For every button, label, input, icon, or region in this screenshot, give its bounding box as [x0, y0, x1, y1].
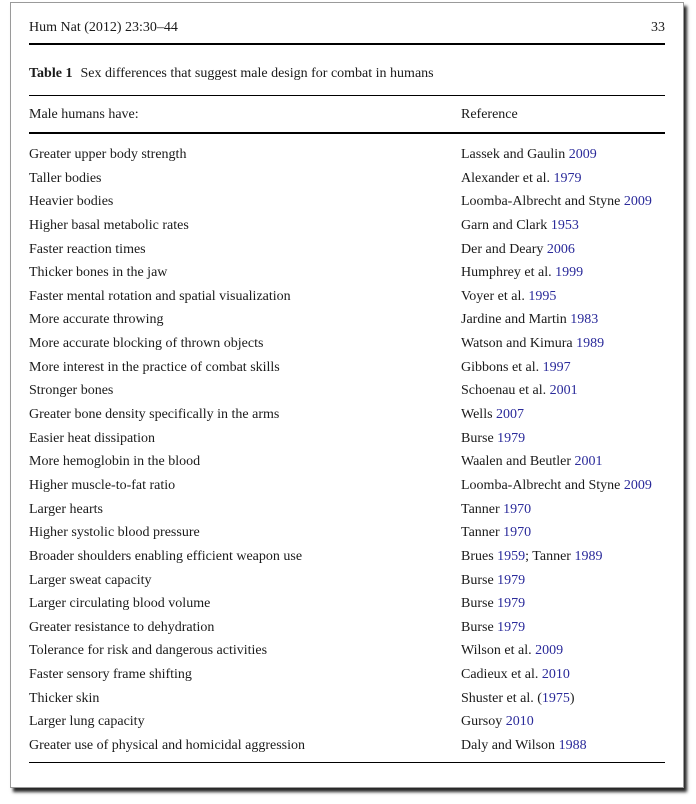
- table-header-rule: [29, 132, 665, 134]
- reference-author: Burse: [461, 619, 498, 635]
- reference-year-link[interactable]: 1975: [541, 690, 570, 706]
- reference-author: Tanner: [461, 525, 504, 541]
- reference-cell: [461, 545, 602, 569]
- reference-cell: [461, 261, 583, 285]
- reference-year-link[interactable]: 2006: [546, 241, 575, 257]
- reference-year-link[interactable]: 2009: [623, 477, 652, 493]
- trait-cell: More interest in the practice of combat skills: [29, 359, 280, 375]
- reference-author: Humphrey et al.: [461, 265, 556, 281]
- header-rule: [29, 43, 665, 45]
- reference-cell: [461, 403, 524, 427]
- trait-cell: Faster mental rotation and spatial visualization: [29, 288, 291, 304]
- reference-author: Wells: [461, 407, 497, 423]
- reference-author: Burse: [461, 430, 498, 446]
- table-top-rule: [29, 95, 665, 96]
- reference-cell: [461, 474, 652, 498]
- reference-cell: [461, 285, 556, 309]
- table-row: [29, 616, 665, 640]
- column-header-reference: Reference: [461, 107, 518, 122]
- reference-year-link[interactable]: 1989: [576, 336, 605, 352]
- trait-cell: Larger lung capacity: [29, 714, 145, 730]
- reference-author: Der and Deary: [461, 241, 547, 257]
- reference-year-link[interactable]: 2001: [549, 383, 578, 399]
- table-row: [29, 143, 665, 167]
- reference-author: Burse: [461, 572, 498, 588]
- reference-author: Wilson et al.: [461, 643, 536, 659]
- table-row: [29, 450, 665, 474]
- reference-year-link[interactable]: 1959: [497, 548, 526, 564]
- reference-author: Watson and Kimura: [461, 336, 577, 352]
- reference-cell: [461, 379, 578, 403]
- trait-cell: Greater use of physical and homicidal aggression: [29, 738, 306, 754]
- trait-cell: More accurate blocking of thrown objects: [29, 336, 264, 352]
- trait-cell: Greater upper body strength: [29, 147, 187, 162]
- reference-cell: [461, 214, 579, 238]
- table-row: [29, 710, 665, 734]
- trait-cell: Greater bone density specifically in the arms: [29, 407, 280, 423]
- trait-cell: Higher basal metabolic rates: [29, 217, 189, 233]
- trait-cell: Thicker bones in the jaw: [29, 265, 168, 281]
- reference-author: Gibbons et al.: [461, 359, 543, 375]
- reference-author: Gursoy: [461, 714, 506, 730]
- trait-cell: Larger hearts: [29, 501, 103, 517]
- reference-author: Voyer et al.: [461, 288, 529, 304]
- reference-cell: [461, 569, 525, 593]
- trait-cell: Broader shoulders enabling efficient weapon use: [29, 548, 303, 564]
- column-header-trait: Male humans have:: [29, 107, 139, 122]
- reference-year-link[interactable]: 1995: [528, 288, 557, 304]
- reference-year-link[interactable]: 2007: [496, 407, 525, 423]
- table-row: [29, 285, 665, 309]
- reference-cell: [461, 616, 525, 640]
- trait-cell: Thicker skin: [29, 690, 100, 706]
- table-row: [29, 639, 665, 663]
- reference-cell: [461, 190, 652, 214]
- page-number: 33: [651, 20, 665, 35]
- table-row: [29, 190, 665, 214]
- reference-year-link[interactable]: 1970: [503, 525, 532, 541]
- reference-cell: [461, 521, 531, 545]
- table-row: [29, 545, 665, 569]
- reference-author: ; Tanner: [525, 548, 575, 564]
- reference-year-link[interactable]: 1997: [542, 359, 571, 375]
- table-row: [29, 308, 665, 332]
- reference-author: Tanner: [461, 501, 504, 517]
- trait-cell: Higher systolic blood pressure: [29, 525, 200, 541]
- reference-year-link[interactable]: 1979: [497, 430, 526, 446]
- table-row: [29, 427, 665, 451]
- reference-year-link[interactable]: 2010: [505, 714, 534, 730]
- running-head: [29, 20, 665, 36]
- trait-cell: Larger circulating blood volume: [29, 596, 211, 612]
- trait-cell: Taller bodies: [29, 170, 102, 186]
- table-row: [29, 734, 665, 758]
- trait-cell: Stronger bones: [29, 383, 114, 399]
- reference-author: Lassek and Gaulin: [461, 147, 569, 162]
- table-row: [29, 663, 665, 687]
- document-page: [10, 2, 684, 788]
- reference-year-link[interactable]: 1979: [497, 572, 526, 588]
- reference-author: Shuster et al. (: [461, 690, 542, 706]
- reference-year-link[interactable]: 1989: [574, 548, 603, 564]
- reference-year-link[interactable]: 1979: [497, 619, 526, 635]
- reference-cell: [461, 710, 534, 734]
- table-row: [29, 569, 665, 593]
- table-row: [29, 356, 665, 380]
- reference-year-link[interactable]: 2010: [541, 667, 570, 683]
- reference-year-link[interactable]: 1953: [550, 217, 579, 233]
- reference-year-link[interactable]: 1979: [553, 170, 582, 186]
- reference-year-link[interactable]: 2009: [623, 194, 652, 210]
- reference-cell: [461, 143, 597, 167]
- table-row: [29, 167, 665, 191]
- trait-cell: Heavier bodies: [29, 194, 114, 210]
- reference-cell: [461, 639, 563, 663]
- reference-author: Cadieux et al.: [461, 667, 542, 683]
- reference-cell: [461, 450, 603, 474]
- reference-year-link[interactable]: 1983: [570, 312, 599, 328]
- reference-year-link[interactable]: 1988: [558, 738, 587, 754]
- reference-cell: [461, 592, 525, 616]
- reference-year-link[interactable]: 2009: [535, 643, 564, 659]
- reference-cell: [461, 687, 575, 711]
- trait-cell: Easier heat dissipation: [29, 430, 155, 446]
- reference-cell: [461, 238, 575, 262]
- table-caption: [29, 66, 434, 82]
- table-row: [29, 403, 665, 427]
- trait-cell: Larger sweat capacity: [29, 572, 152, 588]
- table-row: [29, 474, 665, 498]
- reference-cell: [461, 308, 598, 332]
- trait-cell: More accurate throwing: [29, 312, 164, 328]
- table-row: [29, 261, 665, 285]
- table-row: [29, 379, 665, 403]
- journal-citation: Hum Nat (2012) 23:30–44: [29, 20, 178, 35]
- trait-cell: Faster reaction times: [29, 241, 146, 257]
- table-row: [29, 687, 665, 711]
- trait-cell: Greater resistance to dehydration: [29, 619, 215, 635]
- reference-year-link[interactable]: 2009: [568, 147, 597, 162]
- reference-author: Waalen and Beutler: [461, 454, 575, 470]
- reference-author: Garn and Clark: [461, 217, 551, 233]
- table-label: Table 1: [29, 66, 73, 81]
- reference-cell: [461, 332, 604, 356]
- table-row: [29, 498, 665, 522]
- reference-cell: [461, 734, 587, 758]
- table-row: [29, 592, 665, 616]
- reference-cell: [461, 498, 531, 522]
- reference-author: Jardine and Martin: [461, 312, 571, 328]
- reference-author: Daly and Wilson: [461, 738, 559, 754]
- reference-author: ): [569, 690, 575, 706]
- reference-year-link[interactable]: 1979: [497, 596, 526, 612]
- trait-cell: Tolerance for risk and dangerous activities: [29, 643, 268, 659]
- reference-year-link[interactable]: 2001: [574, 454, 603, 470]
- table-row: [29, 214, 665, 238]
- reference-year-link[interactable]: 1970: [503, 501, 532, 517]
- table-row: [29, 332, 665, 356]
- reference-cell: [461, 663, 570, 687]
- reference-cell: [461, 427, 525, 451]
- reference-author: Schoenau et al.: [461, 383, 550, 399]
- table-bottom-rule: [29, 762, 665, 763]
- trait-cell: Faster sensory frame shifting: [29, 667, 192, 683]
- table-caption-text: Sex differences that suggest male design for combat in humans: [80, 66, 434, 81]
- table-row: [29, 521, 665, 545]
- table-body: [29, 143, 665, 758]
- reference-author: Loomba-Albrecht and Styne: [461, 477, 624, 493]
- trait-cell: More hemoglobin in the blood: [29, 454, 201, 470]
- reference-author: Loomba-Albrecht and Styne: [461, 194, 624, 210]
- reference-author: Burse: [461, 596, 498, 612]
- reference-cell: [461, 167, 582, 191]
- reference-cell: [461, 356, 571, 380]
- reference-year-link[interactable]: 1999: [555, 265, 584, 281]
- trait-cell: Higher muscle-to-fat ratio: [29, 477, 176, 493]
- reference-author: Brues: [461, 548, 498, 564]
- table-row: [29, 238, 665, 262]
- reference-author: Alexander et al.: [461, 170, 554, 186]
